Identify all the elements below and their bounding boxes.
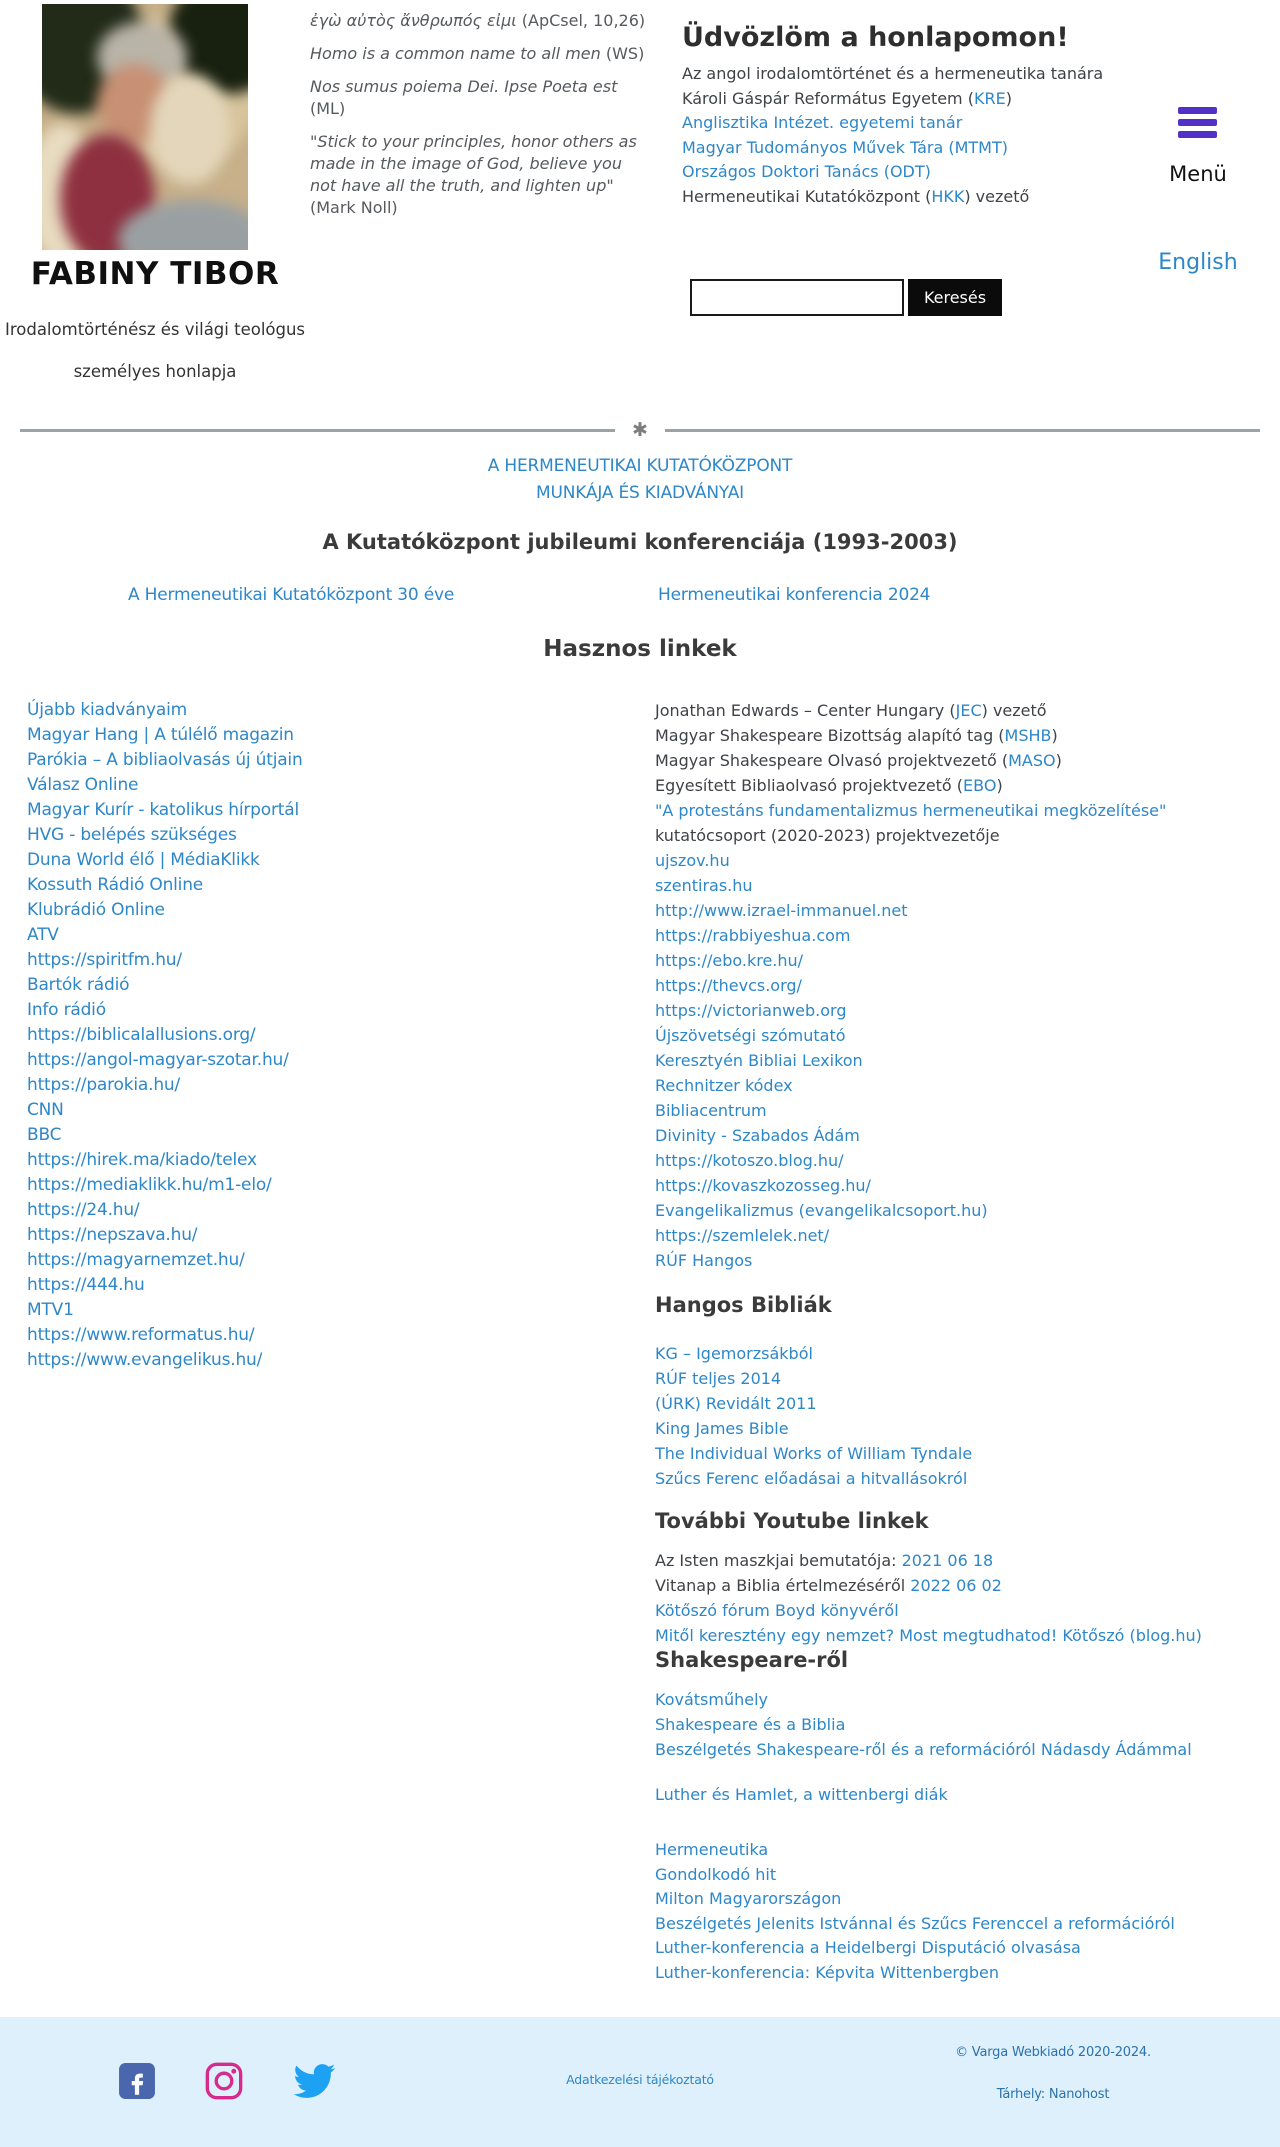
link[interactable]: Klubrádió Online	[27, 900, 165, 920]
link[interactable]: https://www.evangelikus.hu/	[27, 1350, 263, 1370]
text-segment: ἐγὼ αὐτὸς ἄνθρωπός εἰμι	[310, 11, 522, 30]
list-row	[27, 948, 303, 973]
link[interactable]: Keresztyén Bibliai Lexikon	[655, 1051, 863, 1070]
text-segment: ) vezető	[964, 186, 1030, 206]
site-owner-name: FABINY TIBOR	[30, 256, 280, 292]
text-segment: Az Isten maszkjai bemutatója:	[655, 1551, 902, 1570]
text-segment: Nos sumus poiema Dei. Ipse Poeta est	[310, 77, 618, 96]
link[interactable]: Magyar Hang | A túlélő magazin	[27, 725, 294, 745]
link[interactable]: EBO	[963, 776, 997, 795]
photo-arm	[150, 74, 230, 184]
link[interactable]: Magyar Tudományos Művek Tára (MTMT)	[682, 137, 1008, 157]
list-row	[655, 1623, 1202, 1648]
link[interactable]: Anglisztika Intézet. egyetemi tanár	[682, 113, 963, 133]
text-segment: ) vezető	[981, 701, 1047, 720]
hangos-bibliak-links	[655, 1341, 972, 1491]
list-row	[655, 1687, 1192, 1712]
research-center-link-line1[interactable]: A HERMENEUTIKAI KUTATÓKÖZPONT	[487, 456, 793, 476]
link[interactable]: Divinity - Szabados Ádám	[655, 1126, 860, 1145]
link[interactable]: Evangelikalizmus (evangelikalcsoport.hu)	[655, 1201, 988, 1220]
quotes-block	[310, 10, 660, 219]
list-row	[27, 723, 303, 748]
list-row	[655, 1912, 1175, 1937]
list-row	[655, 1712, 1192, 1737]
text-segment: Az angol irodalomtörténet és a hermeneutika tanára	[682, 64, 1104, 83]
list-row	[655, 723, 1166, 748]
link[interactable]: https://parokia.hu/	[27, 1075, 181, 1095]
list-row	[655, 1863, 1175, 1888]
text-segment: Magyar Shakespeare Olvasó projektvezető (	[655, 751, 1009, 770]
list-row	[27, 1248, 303, 1273]
link[interactable]: Hermeneutika	[655, 1840, 769, 1859]
link[interactable]: Kötőszó fórum Boyd könyvéről	[655, 1601, 899, 1620]
text-segment: )	[1005, 88, 1012, 108]
link[interactable]: "A protestáns fundamentalizmus hermeneutikai megközelítése"	[655, 801, 1167, 820]
list-row	[27, 1348, 303, 1373]
list-row	[310, 153, 660, 175]
list-row	[27, 898, 303, 923]
link[interactable]: Bibliacentrum	[655, 1101, 767, 1120]
footer	[0, 2017, 1280, 2147]
list-row	[27, 798, 303, 823]
link[interactable]: szentiras.hu	[655, 876, 753, 895]
text-segment: )	[1051, 726, 1058, 745]
link[interactable]: 2022 06 02	[910, 1576, 1002, 1595]
list-row	[27, 1198, 303, 1223]
list-row	[655, 1466, 972, 1491]
list-row	[655, 1123, 1166, 1148]
list-row	[27, 1123, 303, 1148]
list-row	[27, 873, 303, 898]
list-row	[655, 1391, 972, 1416]
list-row	[655, 1936, 1175, 1961]
text-segment: (ApCsel, 10,26)	[521, 11, 646, 30]
link[interactable]: https://szemlelek.net/	[655, 1226, 830, 1245]
list-row	[655, 1416, 972, 1441]
list-row	[27, 1173, 303, 1198]
link[interactable]: https://spiritfm.hu/	[27, 950, 182, 970]
link[interactable]: ujszov.hu	[655, 851, 730, 870]
list-row	[682, 111, 1102, 136]
link[interactable]: RÚF Hangos	[655, 1251, 753, 1270]
link[interactable]: http://www.izrael-immanuel.net	[655, 901, 908, 920]
link[interactable]: https://kotoszo.blog.hu/	[655, 1151, 844, 1170]
link[interactable]: https://ebo.kre.hu/	[655, 951, 804, 970]
link-konferencia-2024[interactable]: Hermeneutikai konferencia 2024	[658, 585, 931, 605]
link[interactable]: The Individual Works of William Tyndale	[655, 1444, 973, 1463]
text-segment: )	[1055, 751, 1062, 770]
list-row	[655, 1048, 1166, 1073]
link[interactable]: Milton Magyarországon	[655, 1889, 842, 1909]
link[interactable]: CNN	[27, 1100, 64, 1120]
list-row	[655, 1248, 1166, 1273]
text-segment: not have all the truth, and lighten up"	[310, 176, 614, 195]
text-segment: Magyar Shakespeare Bizottság alapító tag (	[655, 726, 1005, 745]
list-row	[655, 998, 1166, 1023]
link[interactable]: Gondolkodó hit	[655, 1864, 777, 1884]
link[interactable]: JEC	[955, 701, 982, 720]
list-row	[682, 136, 1102, 161]
link[interactable]: Luther-konferencia: Képvita Wittenbergben	[655, 1962, 1000, 1982]
link[interactable]: MSHB	[1004, 726, 1052, 745]
link[interactable]: Duna World élő | MédiaKlikk	[27, 850, 260, 870]
conference-title: A Kutatóközpont jubileumi konferenciája (1993-2003)	[322, 530, 958, 554]
link[interactable]: https://www.reformatus.hu/	[27, 1325, 255, 1345]
link[interactable]: Szűcs Ferenc előadásai a hitvallásokról	[655, 1469, 968, 1488]
link[interactable]: Magyar Kurír - katolikus hírportál	[27, 800, 299, 820]
list-row	[655, 1838, 1175, 1863]
list-row	[655, 1441, 972, 1466]
list-row	[655, 823, 1166, 848]
text-segment: kutatócsoport (2020-2023) projektvezetője	[655, 826, 1000, 845]
text-segment: Károli Gáspár Református Egyetem (	[682, 88, 974, 108]
link[interactable]: https://hirek.ma/kiado/telex	[27, 1150, 257, 1170]
hamburger-bar	[1178, 119, 1217, 126]
link[interactable]: https://kovaszkozosseg.hu/	[655, 1176, 871, 1195]
text-segment: (Mark Noll)	[310, 198, 398, 217]
list-row	[655, 1887, 1175, 1912]
text-segment: (WS)	[605, 44, 645, 63]
list-row	[27, 698, 303, 723]
link[interactable]: Kossuth Rádió Online	[27, 875, 204, 895]
text-segment: )	[996, 776, 1003, 795]
list-row	[655, 1573, 1202, 1598]
asterisk-icon: ✱	[632, 418, 648, 441]
text-segment: Jonathan Edwards – Center Hungary (	[655, 701, 956, 720]
list-row	[682, 160, 1102, 185]
divider-line	[665, 429, 1260, 432]
list-row	[27, 998, 303, 1023]
search-input[interactable]	[690, 279, 904, 316]
list-row	[655, 973, 1166, 998]
list-row	[27, 1073, 303, 1098]
link[interactable]: https://angol-magyar-szotar.hu/	[27, 1050, 289, 1070]
link[interactable]: King James Bible	[655, 1419, 789, 1438]
link[interactable]: Rechnitzer kódex	[655, 1076, 793, 1095]
link[interactable]: RÚF teljes 2014	[655, 1369, 782, 1388]
list-row	[310, 98, 660, 120]
link[interactable]: Országos Doktori Tanács (ODT)	[682, 162, 931, 182]
link[interactable]: (ÚRK) Revidált 2011	[655, 1394, 817, 1413]
list-row	[27, 773, 303, 798]
list-row	[655, 798, 1166, 823]
list-row	[27, 848, 303, 873]
list-row	[27, 1023, 303, 1048]
text-segment: Hermeneutikai Kutatóközpont (	[682, 186, 932, 206]
text-segment: "Stick to your principles, honor others as	[310, 132, 637, 151]
list-row	[655, 873, 1166, 898]
list-row	[655, 1961, 1175, 1986]
list-row	[27, 1048, 303, 1073]
link[interactable]: BBC	[27, 1125, 62, 1145]
list-row	[27, 1273, 303, 1298]
list-row	[27, 1098, 303, 1123]
list-row	[655, 748, 1166, 773]
link[interactable]: https://thevcs.org/	[655, 976, 802, 995]
link[interactable]: Bartók rádió	[27, 975, 130, 995]
useful-links-title: Hasznos linkek	[543, 636, 737, 662]
text-segment: made in the image of God, believe you	[310, 154, 622, 173]
list-row	[655, 1341, 972, 1366]
list-row	[682, 62, 1102, 87]
youtube-links-title: További Youtube linkek	[655, 1509, 929, 1533]
list-row	[655, 948, 1166, 973]
list-row	[655, 1148, 1166, 1173]
list-row	[655, 898, 1166, 923]
link[interactable]: Info rádió	[27, 1000, 106, 1020]
list-row	[310, 43, 660, 65]
link[interactable]: Válasz Online	[27, 775, 139, 795]
text-segment: (ML)	[310, 99, 346, 118]
more-links	[655, 1838, 1175, 1986]
link[interactable]: https://nepszava.hu/	[27, 1225, 198, 1245]
profile-photo	[42, 4, 248, 250]
link[interactable]: MASO	[1008, 751, 1056, 770]
hangos-bibliak-title: Hangos Bibliák	[655, 1293, 832, 1317]
text-segment: Egyesített Bibliaolvasó projektvezető (	[655, 776, 964, 795]
link[interactable]: 2021 06 18	[901, 1551, 994, 1570]
link[interactable]: KRE	[973, 88, 1006, 108]
list-row	[655, 1098, 1166, 1123]
useful-links-left-column	[27, 698, 303, 1373]
list-row	[655, 1223, 1166, 1248]
hosting-text: Tárhely: Nanohost	[996, 2087, 1110, 2102]
list-row	[27, 923, 303, 948]
link[interactable]: Parókia – A bibliaolvasás új útjain	[27, 750, 303, 770]
link[interactable]: Újabb kiadványaim	[27, 700, 187, 720]
link[interactable]: Beszélgetés Jelenits Istvánnal és Szűcs Ferenccel a reformációról	[655, 1913, 1175, 1933]
link[interactable]: ATV	[27, 925, 59, 945]
research-center-link-line2[interactable]: MUNKÁJA ÉS KIADVÁNYAI	[536, 483, 744, 503]
list-row	[655, 1598, 1202, 1623]
search-button[interactable]: Keresés	[908, 279, 1002, 316]
list-row	[27, 1323, 303, 1348]
link[interactable]: HKK	[931, 186, 965, 206]
useful-links-right-column	[655, 698, 1166, 1273]
list-row	[27, 973, 303, 998]
shakespeare-title: Shakespeare-ről	[655, 1648, 849, 1672]
link[interactable]: KG – Igemorzsákból	[655, 1344, 813, 1363]
list-row	[27, 823, 303, 848]
list-row	[27, 1223, 303, 1248]
text-segment: Vitanap a Biblia értelmezéséről	[655, 1576, 911, 1595]
copyright-text: © Varga Webkiadó 2020-2024.	[955, 2045, 1151, 2060]
hamburger-bar	[1178, 107, 1217, 114]
link[interactable]: HVG - belépés szükséges	[27, 825, 237, 845]
divider-line	[20, 429, 615, 432]
section-divider	[20, 418, 1260, 442]
link[interactable]: Kovátsműhely	[655, 1690, 768, 1709]
link-luther-es-hamlet[interactable]: Luther és Hamlet, a wittenbergi diák	[655, 1785, 948, 1804]
list-row	[27, 1148, 303, 1173]
list-row	[655, 1173, 1166, 1198]
link[interactable]: MTV1	[27, 1300, 74, 1320]
list-row	[655, 1073, 1166, 1098]
link[interactable]: https://victorianweb.org	[655, 1001, 847, 1020]
shakespeare-links	[655, 1687, 1192, 1762]
privacy-policy-link[interactable]: Adatkezelési tájékoztató	[566, 2072, 714, 2087]
list-row	[27, 1298, 303, 1323]
list-row	[310, 76, 660, 98]
link[interactable]: Beszélgetés Shakespeare-ről és a reformációról Nádasdy Ádámmal	[655, 1740, 1192, 1759]
link[interactable]: https://magyarnemzet.hu/	[27, 1250, 245, 1270]
list-row	[655, 848, 1166, 873]
search-form	[690, 279, 1002, 316]
list-row	[27, 748, 303, 773]
link[interactable]: Luther-konferencia a Heidelbergi Disputáció olvasása	[655, 1938, 1081, 1958]
list-row	[682, 87, 1102, 112]
language-link-english[interactable]: English	[1158, 250, 1238, 275]
list-row	[310, 175, 660, 197]
hamburger-bar	[1178, 131, 1217, 138]
link[interactable]: https://biblicalallusions.org/	[27, 1025, 256, 1045]
youtube-links	[655, 1548, 1202, 1648]
site-subtitle-line1: Irodalomtörténész és világi teológus	[4, 320, 306, 339]
list-row	[310, 197, 660, 219]
link[interactable]: Mitől keresztény egy nemzet? Most megtudhatod! Kötőszó (blog.hu)	[655, 1626, 1202, 1645]
list-row	[655, 1548, 1202, 1573]
hamburger-icon[interactable]	[1178, 107, 1217, 138]
link-kutatokozpont-30-eve[interactable]: A Hermeneutikai Kutatóközpont 30 éve	[128, 585, 455, 605]
list-row	[310, 131, 660, 153]
list-row	[655, 1737, 1192, 1762]
welcome-title: Üdvözlöm a honlapomon!	[682, 22, 1069, 53]
link[interactable]: Shakespeare és a Biblia	[655, 1715, 846, 1734]
list-row	[655, 1366, 972, 1391]
menu-label[interactable]: Menü	[1169, 162, 1227, 186]
link[interactable]: https://444.hu	[27, 1275, 145, 1295]
link[interactable]: https://rabbiyeshua.com	[655, 926, 851, 945]
list-row	[682, 185, 1102, 210]
link[interactable]: https://mediaklikk.hu/m1-elo/	[27, 1175, 272, 1195]
list-row	[655, 698, 1166, 723]
welcome-text	[682, 62, 1102, 210]
text-segment: Homo is a common name to all men	[310, 44, 606, 63]
link[interactable]: https://24.hu/	[27, 1200, 140, 1220]
list-row	[655, 1198, 1166, 1223]
site-subtitle-line2: személyes honlapja	[73, 362, 237, 381]
list-row	[310, 10, 660, 32]
list-row	[655, 923, 1166, 948]
link[interactable]: Újszövetségi szómutató	[655, 1026, 846, 1045]
list-row	[655, 1023, 1166, 1048]
list-row	[655, 773, 1166, 798]
